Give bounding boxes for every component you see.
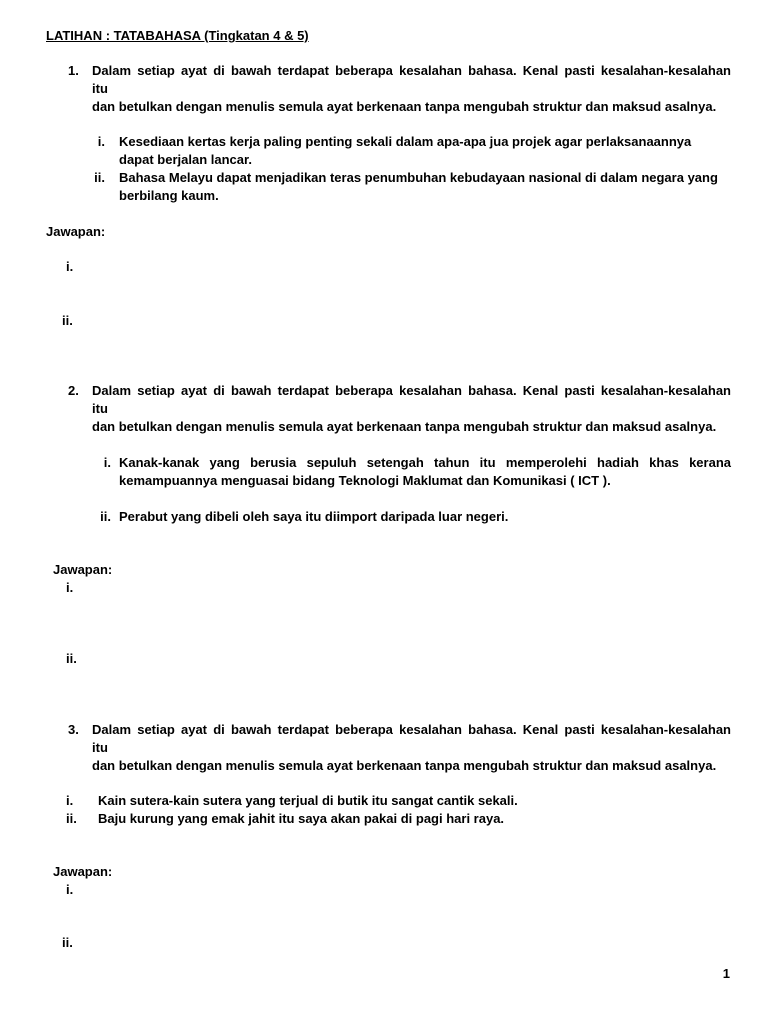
item-text-line: kemampuannya menguasai bidang Teknologi Maklumat dan Komunikasi ( ICT ). [119, 473, 611, 488]
answer-label: Jawapan: [53, 562, 113, 577]
answer-numeral: i. [66, 259, 74, 274]
question-text-line: Dalam setiap ayat di bawah terdapat beberapa kesalahan bahasa. Kenal pasti kesalahan-kesalahan [92, 722, 731, 737]
question-text-line: Dalam setiap ayat di bawah terdapat beberapa kesalahan bahasa. Kenal pasti kesalahan-kesalahan [92, 383, 731, 398]
item-numeral: ii. [100, 509, 111, 524]
item-text-line: dapat berjalan lancar. [119, 152, 252, 167]
item-text-line: berbilang kaum. [119, 188, 219, 203]
answer-label: Jawapan: [53, 864, 113, 879]
item-text-line: Kanak-kanak yang berusia sepuluh setengah tahun itu memperolehi hadiah khas kerana [119, 455, 731, 470]
item-text-line: Bahasa Melayu dapat menjadikan teras penumbuhan kebudayaan nasional di dalam negara yang [119, 170, 718, 185]
answer-numeral: ii. [66, 651, 77, 666]
item-numeral: i. [97, 134, 105, 149]
item-numeral: ii. [66, 811, 77, 826]
item-text-line: Baju kurung yang emak jahit itu saya akan pakai di pagi hari raya. [98, 811, 505, 826]
question-text-line: dan betulkan dengan menulis semula ayat berkenaan tanpa mengubah struktur dan maksud asalnya. [92, 99, 717, 114]
item-text-line: Kesediaan kertas kerja paling penting sekali dalam apa-apa jua projek agar perlaksanaannya [119, 134, 692, 149]
question-text-line: Dalam setiap ayat di bawah terdapat beberapa kesalahan bahasa. Kenal pasti kesalahan-kesalahan [92, 63, 731, 78]
answer-numeral: i. [66, 882, 74, 897]
question-text-line: itu [92, 401, 108, 416]
question-text-line: itu [92, 81, 108, 96]
question-text-line: dan betulkan dengan menulis semula ayat berkenaan tanpa mengubah struktur dan maksud asalnya. [92, 758, 717, 773]
question-text-line: dan betulkan dengan menulis semula ayat berkenaan tanpa mengubah struktur dan maksud asalnya. [92, 419, 717, 434]
question-number: 1. [68, 63, 79, 78]
item-text-line: Perabut yang dibeli oleh saya itu diimport daripada luar negeri. [119, 509, 509, 524]
page-number: 1 [722, 966, 730, 981]
question-number: 3. [68, 722, 79, 737]
item-numeral: i. [103, 455, 111, 470]
item-numeral: i. [66, 793, 74, 808]
item-text-line: Kain sutera-kain sutera yang terjual di butik itu sangat cantik sekali. [98, 793, 518, 808]
answer-numeral: ii. [62, 313, 73, 328]
answer-numeral: i. [66, 580, 74, 595]
item-numeral: ii. [94, 170, 105, 185]
question-text-line: itu [92, 740, 108, 755]
page-title: LATIHAN : TATABAHASA (Tingkatan 4 & 5) [46, 28, 309, 43]
answer-numeral: ii. [62, 935, 73, 950]
question-number: 2. [68, 383, 79, 398]
answer-label: Jawapan: [46, 224, 106, 239]
